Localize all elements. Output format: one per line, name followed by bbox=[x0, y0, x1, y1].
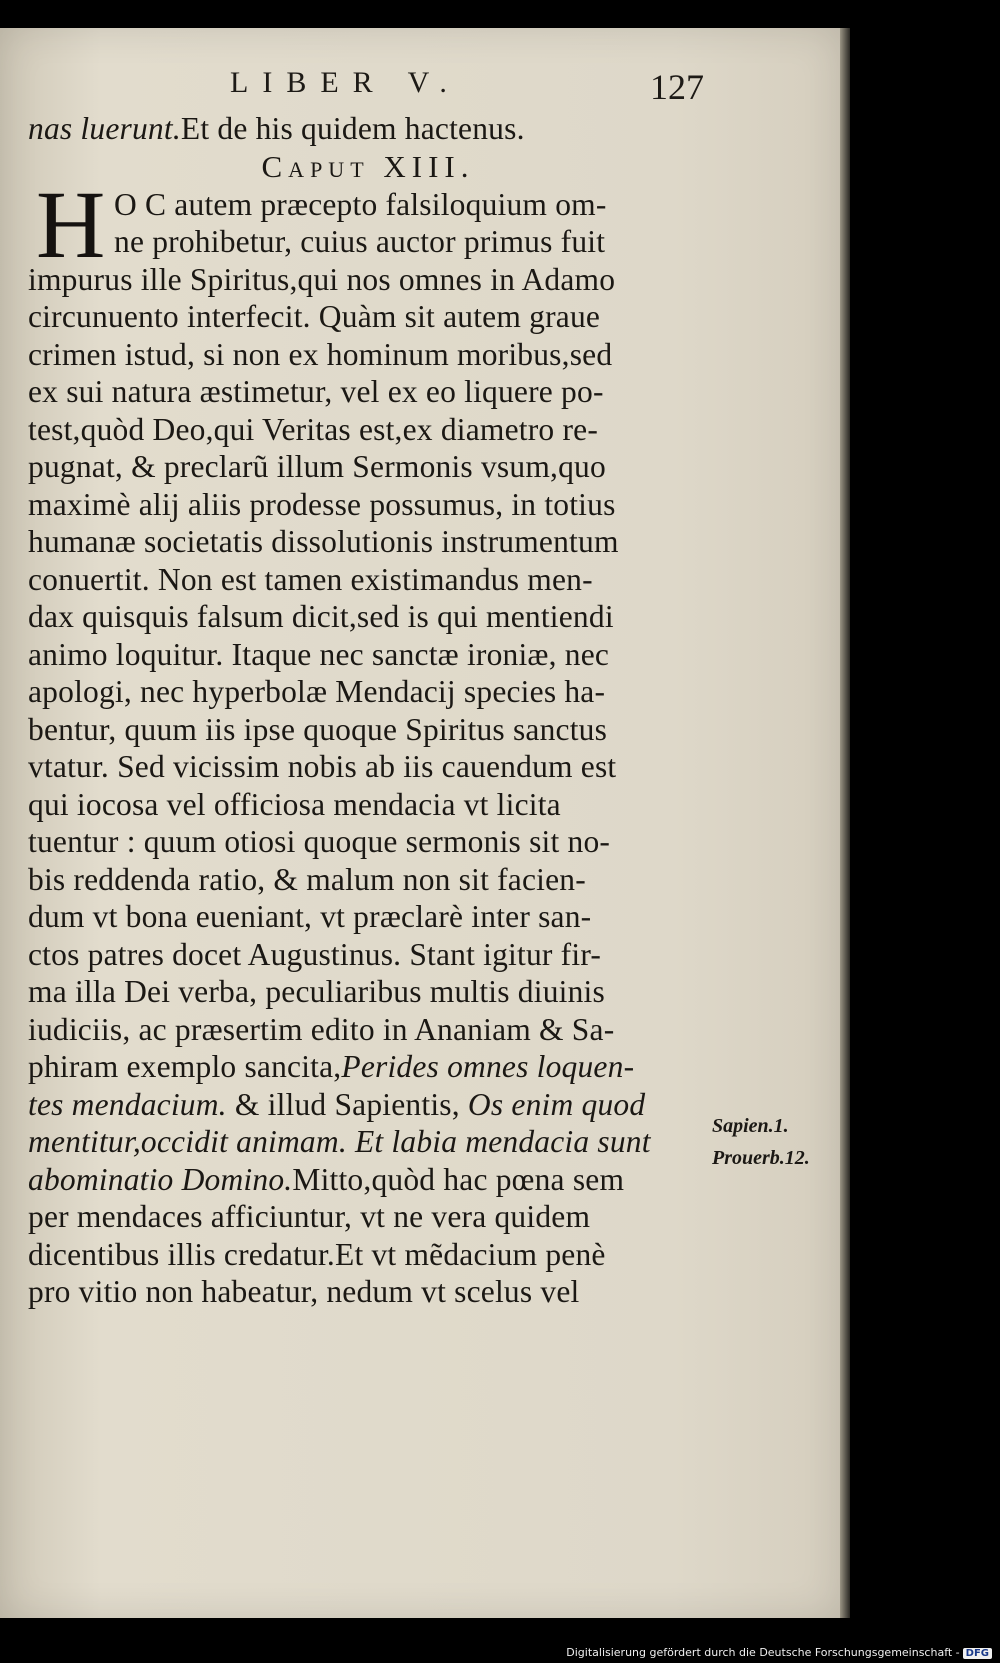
text-segment: & illud Sapientis, bbox=[226, 1086, 468, 1122]
text-block bbox=[28, 110, 708, 1311]
text-line bbox=[28, 973, 708, 1011]
italic-segment: nas luerunt. bbox=[28, 111, 181, 146]
text-line bbox=[28, 298, 708, 336]
text-line bbox=[28, 336, 708, 374]
footer-credit-text: Digitalisierung gefördert durch die Deutsche Forschungsgemeinschaft - bbox=[566, 1646, 960, 1659]
text-line bbox=[28, 1048, 708, 1086]
text-segment: humanæ societatis dissolutionis instrumentum bbox=[28, 524, 619, 559]
text-segment: apologi, nec hyperbolæ Mendacij species ha- bbox=[28, 674, 606, 709]
italic-segment: tes mendacium. bbox=[28, 1086, 227, 1122]
text-segment: phiram exemplo sancita, bbox=[28, 1049, 342, 1084]
text-line bbox=[28, 636, 708, 674]
text-segment: per mendaces afficiuntur, vt ne vera quidem bbox=[28, 1199, 591, 1234]
italic-segment: mentitur,occidit animam. Et labia mendacia sunt bbox=[28, 1124, 651, 1159]
italic-segment: abominatio Domino. bbox=[28, 1161, 293, 1197]
text-line bbox=[28, 861, 708, 899]
text-segment: bentur, quum iis ipse quoque Spiritus sanctus bbox=[28, 711, 608, 747]
text-segment: ma illa Dei verba, peculiaribus multis diuinis bbox=[28, 974, 605, 1009]
text-segment: conuertit. Non est tamen existimandus men- bbox=[28, 561, 593, 597]
text-line bbox=[28, 523, 708, 561]
text-line bbox=[28, 1123, 708, 1161]
margin-note-sapientia: Sapien.1. bbox=[712, 1115, 789, 1137]
drop-cap: H bbox=[36, 171, 106, 278]
text-line bbox=[28, 448, 708, 486]
text-segment: ne prohibetur, cuius auctor primus fuit bbox=[114, 224, 606, 259]
text-line bbox=[28, 486, 708, 524]
text-line bbox=[28, 1086, 708, 1124]
text-segment: pro vitio non habeatur, nedum vt scelus vel bbox=[28, 1274, 580, 1309]
text-line bbox=[28, 1011, 708, 1049]
text-line bbox=[28, 1236, 708, 1274]
margin-note-proverbia: Prouerb.12. bbox=[712, 1147, 810, 1169]
text-segment: dax quisquis falsum dicit,sed is qui mentiendi bbox=[28, 599, 614, 634]
text-segment: test,quòd Deo,qui Veritas est,ex diametro re- bbox=[28, 411, 599, 447]
text-line bbox=[28, 223, 708, 261]
italic-segment: Os enim quod bbox=[467, 1086, 646, 1122]
text-segment: iudiciis, ac præsertim edito in Ananiam & Sa- bbox=[28, 1011, 615, 1047]
text-segment: ex sui natura æstimetur, vel ex eo liquere po- bbox=[28, 374, 604, 409]
text-line bbox=[28, 823, 708, 861]
running-head: LIBER V. bbox=[230, 66, 461, 99]
text-segment: animo loquitur. Itaque nec sanctæ ironiæ, nec bbox=[28, 636, 610, 672]
text-line bbox=[28, 1273, 708, 1311]
text-line bbox=[28, 411, 708, 449]
text-line bbox=[28, 711, 708, 749]
text-segment: tuentur : quum otiosi quoque sermonis sit no- bbox=[28, 824, 611, 859]
chapter-title: Caput XIII. bbox=[261, 148, 475, 184]
text-segment: impurus ille Spiritus,qui nos omnes in Adamo bbox=[28, 261, 616, 297]
footer-credit bbox=[566, 1646, 992, 1659]
italic-segment: Perides omnes loquen- bbox=[341, 1049, 635, 1084]
text-segment: qui iocosa vel officiosa mendacia vt licita bbox=[28, 786, 561, 822]
text-line bbox=[28, 186, 708, 224]
text-line bbox=[28, 748, 708, 786]
text-line bbox=[28, 1198, 708, 1236]
page-edge bbox=[840, 28, 850, 1618]
text-segment: ctos patres docet Augustinus. Stant igitur fir- bbox=[28, 936, 602, 972]
text-line bbox=[28, 373, 708, 411]
text-segment: vtatur. Sed vicissim nobis ab iis cauendum est bbox=[28, 749, 617, 784]
text-line bbox=[28, 561, 708, 599]
text-lines bbox=[28, 110, 708, 1311]
text-segment: maximè alij aliis prodesse possumus, in totius bbox=[28, 486, 616, 522]
text-segment: Mitto,quòd hac pœna sem bbox=[292, 1161, 625, 1197]
text-line bbox=[28, 261, 708, 299]
text-segment: bis reddenda ratio, & malum non sit facien- bbox=[28, 861, 586, 897]
text-line bbox=[28, 1161, 708, 1199]
text-line bbox=[28, 786, 708, 824]
text-segment: dum vt bona eueniant, vt præclarè inter san- bbox=[28, 899, 592, 934]
text-line bbox=[28, 936, 708, 974]
text-segment: O C autem præcepto falsiloquium om- bbox=[114, 186, 607, 222]
text-segment: Et de his quidem hactenus. bbox=[180, 111, 525, 146]
dfg-logo: DFG bbox=[963, 1648, 992, 1659]
text-segment: pugnat, & preclarũ illum Sermonis vsum,quo bbox=[28, 449, 606, 484]
text-segment: crimen istud, si non ex hominum moribus,sed bbox=[28, 336, 613, 372]
text-segment: circunuento interfecit. Quàm sit autem graue bbox=[28, 299, 601, 334]
text-line bbox=[28, 110, 708, 148]
text-segment: dicentibus illis credatur.Et vt mẽdacium penè bbox=[28, 1236, 606, 1272]
text-line bbox=[28, 898, 708, 936]
page-number: 127 bbox=[650, 67, 704, 107]
text-line bbox=[28, 673, 708, 711]
text-line bbox=[28, 598, 708, 636]
